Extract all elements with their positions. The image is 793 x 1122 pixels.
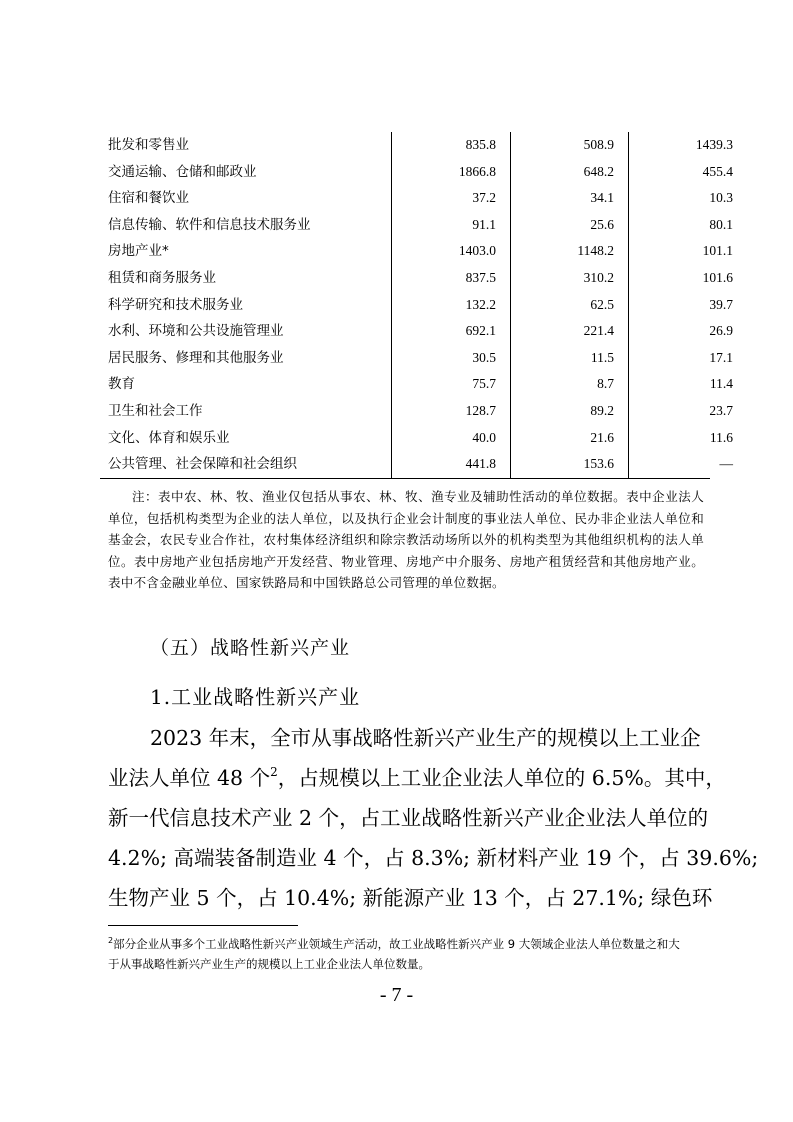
table-note: 注：表中农、林、牧、渔业仅包括从事农、林、牧、渔专业及辅助性活动的单位数据。表中企业法人单位，包括机构类型为企业的法人单位，以及执行企业会计制度的事业法人单位、民办非企业法人单位和基金会，农民专业合作社，农村集体经济组织和除宗教活动场所以外的机构类型为其他组织机构的法人单位。表中房地产业包括房地产开发经营、物业管理、房地产中介服务、房地产租赁经营和其他房地产业。表中不含金融业单位、国家铁路局和中国铁路总公司管理的单位数据。	[108, 489, 704, 590]
value-col-2-cell: 34.1	[511, 185, 629, 212]
footnote-line-2: 于从事战略性新兴产业生产的规模以上工业企业法人单位数量。	[108, 957, 430, 971]
body-line-5: 生物产业 5 个，占 10.4%; 新能源产业 13 个，占 27.1%; 绿色环	[108, 886, 713, 910]
value-col-1-cell: 37.2	[392, 185, 511, 212]
value-col-1-cell: 1866.8	[392, 159, 511, 186]
value-col-1-cell: 835.8	[392, 132, 511, 159]
value-col-3-cell: 26.9	[629, 318, 752, 345]
table-row	[100, 238, 751, 265]
value-col-1-cell: 692.1	[392, 318, 511, 345]
value-col-3-cell: 101.6	[629, 265, 752, 292]
table-row	[100, 212, 751, 239]
table-row	[100, 159, 751, 186]
body-paragraph	[108, 718, 759, 918]
table-row	[100, 185, 751, 212]
value-col-1-cell: 75.7	[392, 371, 511, 398]
footnote-marker: 2	[108, 936, 114, 945]
footnote-line-1	[108, 934, 698, 954]
value-col-1-cell: 40.0	[392, 425, 511, 452]
industry-data-table	[100, 132, 751, 478]
value-col-1-cell: 441.8	[392, 451, 511, 478]
value-col-3-cell: 80.1	[629, 212, 752, 239]
industry-name-cell: 文化、体育和娱乐业	[108, 429, 230, 446]
page-number: - 7 -	[379, 984, 414, 1006]
footnote-separator	[108, 925, 298, 926]
footnote-reference[interactable]: 2	[270, 765, 278, 779]
value-col-2-cell: 1148.2	[511, 238, 629, 265]
industry-name-cell: 批发和零售业	[108, 137, 189, 153]
value-col-2-cell: 648.2	[511, 159, 629, 186]
value-col-2-cell: 221.4	[511, 318, 629, 345]
body-line-3: 新一代信息技术产业 2 个，占工业战略性新兴产业企业法人单位的	[108, 806, 709, 830]
value-col-3-cell: —	[629, 451, 752, 478]
value-col-3-cell: 11.6	[629, 425, 752, 452]
value-col-2-cell: 11.5	[511, 345, 629, 372]
table-row	[100, 265, 751, 292]
body-line-2-part-b: ，占规模以上工业企业法人单位的 6.5%。其中，	[277, 766, 726, 790]
value-col-3-cell: 101.1	[629, 238, 752, 265]
value-col-1-cell: 30.5	[392, 345, 511, 372]
value-col-3-cell: 23.7	[629, 398, 752, 425]
value-col-3-cell: 39.7	[629, 292, 752, 319]
industry-name-cell: 卫生和社会工作	[108, 402, 203, 419]
value-col-1-cell: 1403.0	[392, 238, 511, 265]
value-col-1-cell: 128.7	[392, 398, 511, 425]
section-heading: （五）战略性新兴产业	[150, 637, 351, 659]
value-col-3-cell: 17.1	[629, 345, 752, 372]
value-col-1-cell: 132.2	[392, 292, 511, 319]
industry-name-cell: 居民服务、修理和其他服务业	[108, 349, 284, 366]
value-col-3-cell: 11.4	[629, 371, 752, 398]
value-col-2-cell: 25.6	[511, 212, 629, 239]
table-row	[100, 398, 751, 425]
body-line-2-part-a: 业法人单位 48 个	[108, 766, 271, 790]
industry-name-cell: 信息传输、软件和信息技术服务业	[108, 216, 311, 233]
value-col-1-cell: 837.5	[392, 265, 511, 292]
sub-heading: 1.工业战略性新兴产业	[150, 685, 361, 709]
table-row	[100, 345, 751, 372]
table-row	[100, 451, 751, 478]
table-row	[100, 318, 751, 345]
industry-name-cell: 房地产业*	[108, 243, 169, 260]
value-col-2-cell: 153.6	[511, 451, 629, 478]
table-bottom-rule	[100, 478, 710, 479]
table-row	[100, 132, 751, 159]
table-row	[100, 292, 751, 319]
value-col-2-cell: 8.7	[511, 371, 629, 398]
industry-name-cell: 住宿和餐饮业	[108, 190, 189, 207]
table-body	[100, 132, 751, 478]
value-col-3-cell: 455.4	[629, 159, 752, 186]
table-row	[100, 371, 751, 398]
value-col-2-cell: 89.2	[511, 398, 629, 425]
value-col-2-cell: 62.5	[511, 292, 629, 319]
value-col-3-cell: 10.3	[629, 185, 752, 212]
footnote-text-1: 部分企业从事多个工业战略性新兴产业领域生产活动，故工业战略性新兴产业 9 大领域企业法人单位数量之和大	[113, 937, 680, 951]
value-col-2-cell: 508.9	[511, 132, 629, 159]
value-col-2-cell: 310.2	[511, 265, 629, 292]
industry-name-cell: 租赁和商务服务业	[108, 269, 216, 286]
body-line-4: 4.2%; 高端装备制造业 4 个，占 8.3%; 新材料产业 19 个，占 39.6%;	[108, 846, 759, 870]
footnote	[108, 934, 698, 974]
body-line-2	[108, 758, 726, 798]
industry-name-cell: 水利、环境和公共设施管理业	[108, 323, 284, 340]
industry-name-cell: 科学研究和技术服务业	[108, 296, 243, 313]
body-line-1: 2023 年末，全市从事战略性新兴产业生产的规模以上工业企	[150, 726, 701, 750]
industry-table-section	[100, 132, 733, 479]
industry-name-cell: 公共管理、社会保障和社会组织	[108, 456, 297, 473]
industry-name-cell: 交通运输、仓储和邮政业	[108, 163, 257, 180]
value-col-2-cell: 21.6	[511, 425, 629, 452]
value-col-3-cell: 1439.3	[629, 132, 752, 159]
industry-name-cell: 教育	[108, 376, 135, 393]
table-row	[100, 425, 751, 452]
value-col-1-cell: 91.1	[392, 212, 511, 239]
